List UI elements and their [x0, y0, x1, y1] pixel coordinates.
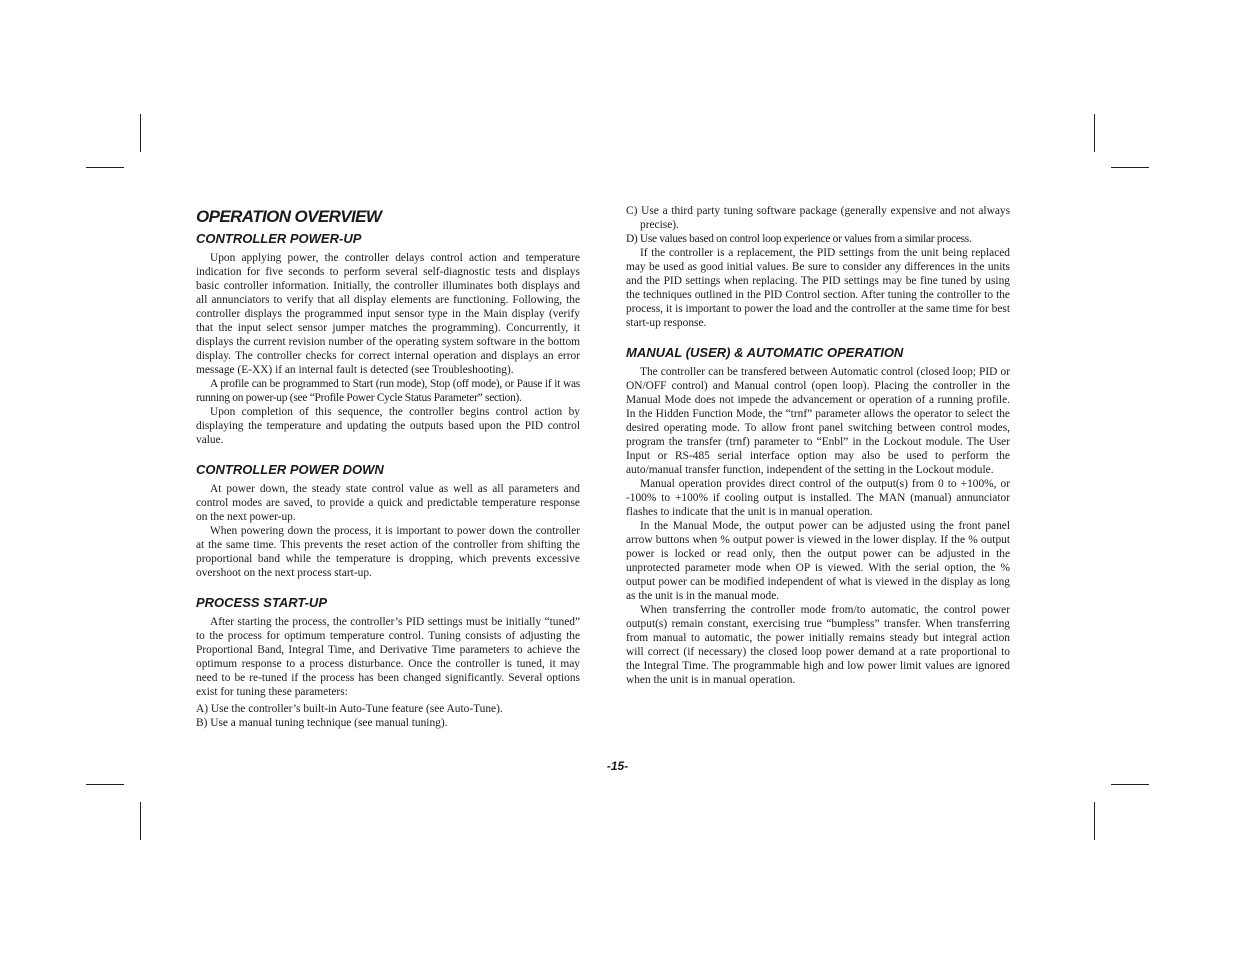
paragraph: The controller can be transfered between Automatic control (closed loop; PID or ON/OFF control) and Manual control (open loop). Placing the controller in the Manual Mode does not impede the advancement or operation of a running profile. In the Hidden Function Mode, the “trnf” parameter allows the operator to select the desired operating mode. To allow front panel switching between control modes, program the transfer (trnf) parameter to “Enbl” in the Lockout module. The User Input or RS-485 serial interface option may also be used to perform the auto/manual transfer function, independent of the setting in the Lockout module. [626, 366, 1010, 476]
paragraph: When transferring the controller mode from/to automatic, the control power output(s) remain constant, exercising true “bumpless” transfer. When transferring from manual to automatic, the power initially remains steady but integral action will correct (if necessary) the closed loop power demand at a rate proportional to the Integral Time. The programmable high and low power limit values are ignored when the unit is in manual operation. [626, 604, 1010, 686]
paragraph: When powering down the process, it is important to power down the controller at the same time. This prevents the reset action of the controller from shifting the proportional band while the temperature is dropping, which prevents excessive overshoot on the next process start-up. [196, 525, 580, 579]
paragraph: A profile can be programmed to Start (run mode), Stop (off mode), or Pause if it was running on power-up (see “Profile Power Cycle Status Parameter” section). [196, 378, 580, 404]
crop-mark-bottom-left-vertical [140, 802, 141, 840]
section-heading-manual-auto: MANUAL (USER) & AUTOMATIC OPERATION [626, 345, 904, 360]
section-heading-start-up: PROCESS START-UP [196, 595, 327, 610]
page-title: OPERATION OVERVIEW [196, 207, 382, 226]
crop-mark-bottom-right-horizontal [1111, 784, 1149, 785]
tuning-option-a: A) Use the controller’s built-in Auto-Tune feature (see Auto-Tune). [196, 703, 503, 715]
section-heading-power-down: CONTROLLER POWER DOWN [196, 462, 384, 477]
paragraph: Manual operation provides direct control of the output(s) from 0 to +100%, or -100% to +100% if cooling output is installed. The MAN (manual) annunciator flashes to indicate that the unit is in manual operation. [626, 478, 1010, 518]
crop-mark-bottom-left-horizontal [86, 784, 124, 785]
crop-mark-top-right-vertical [1094, 114, 1095, 152]
crop-mark-bottom-right-vertical [1094, 802, 1095, 840]
right-column [626, 204, 1010, 687]
crop-mark-top-left-vertical [140, 114, 141, 152]
paragraph: After starting the process, the controller’s PID settings must be initially “tuned” to the process for optimum temperature control. Tuning consists of adjusting the Proportional Band, Integral Time, and Derivative Time parameters to achieve the optimum response to a process disturbance. Once the controller is tuned, it may need to be re-tuned if the process has been changed significantly. Several options exist for tuning these parameters: [196, 616, 580, 698]
crop-mark-top-right-horizontal [1111, 167, 1149, 168]
crop-mark-top-left-horizontal [86, 167, 124, 168]
section-heading-power-up: CONTROLLER POWER-UP [196, 231, 362, 246]
paragraph: Upon applying power, the controller delays control action and temperature indication for five seconds to perform several self-diagnostic tests and displays basic controller information. Initially, the controller illuminates both displays and all annunciators to verify that all display elements are functioning. Following, the controller displays the programmed input sensor type in the Main display (verify that the input select sensor jumper matches the programming). Concurrently, it displays the current revision number of the operating system software in the bottom display. The controller checks for correct internal operation and displays an error message (E-XX) if an internal fault is detected (see Troubleshooting). [196, 252, 580, 376]
left-column [196, 204, 580, 730]
paragraph: In the Manual Mode, the output power can be adjusted using the front panel arrow buttons when % output power is viewed in the lower display. If the % output power is locked or read only, then the output power can be adjusted in the unprotected parameter mode when OP is viewed. With the serial option, the % output power can be modified independent of what is viewed in the display as long as the unit is in the manual mode. [626, 520, 1010, 602]
tuning-option-b: B) Use a manual tuning technique (see manual tuning). [196, 717, 448, 729]
tuning-option-c: C) Use a third party tuning software package (generally expensive and not always precise). [626, 205, 1010, 231]
tuning-option-d: D) Use values based on control loop experience or values from a similar process. [626, 233, 972, 245]
paragraph: Upon completion of this sequence, the controller begins control action by displaying the temperature and updating the outputs based upon the PID control value. [196, 406, 580, 446]
page-number: -15- [606, 759, 629, 773]
paragraph: If the controller is a replacement, the PID settings from the unit being replaced may be used as good initial values. Be sure to consider any differences in the units and the PID settings when replacing. The PID settings may be fine tuned by using the techniques outlined in the PID Control section. After tuning the controller to the process, it is important to power the load and the controller at the same time for best start-up response. [626, 247, 1010, 329]
paragraph: At power down, the steady state control value as well as all parameters and control modes are saved, to provide a quick and predictable temperature response on the next power-up. [196, 483, 580, 523]
